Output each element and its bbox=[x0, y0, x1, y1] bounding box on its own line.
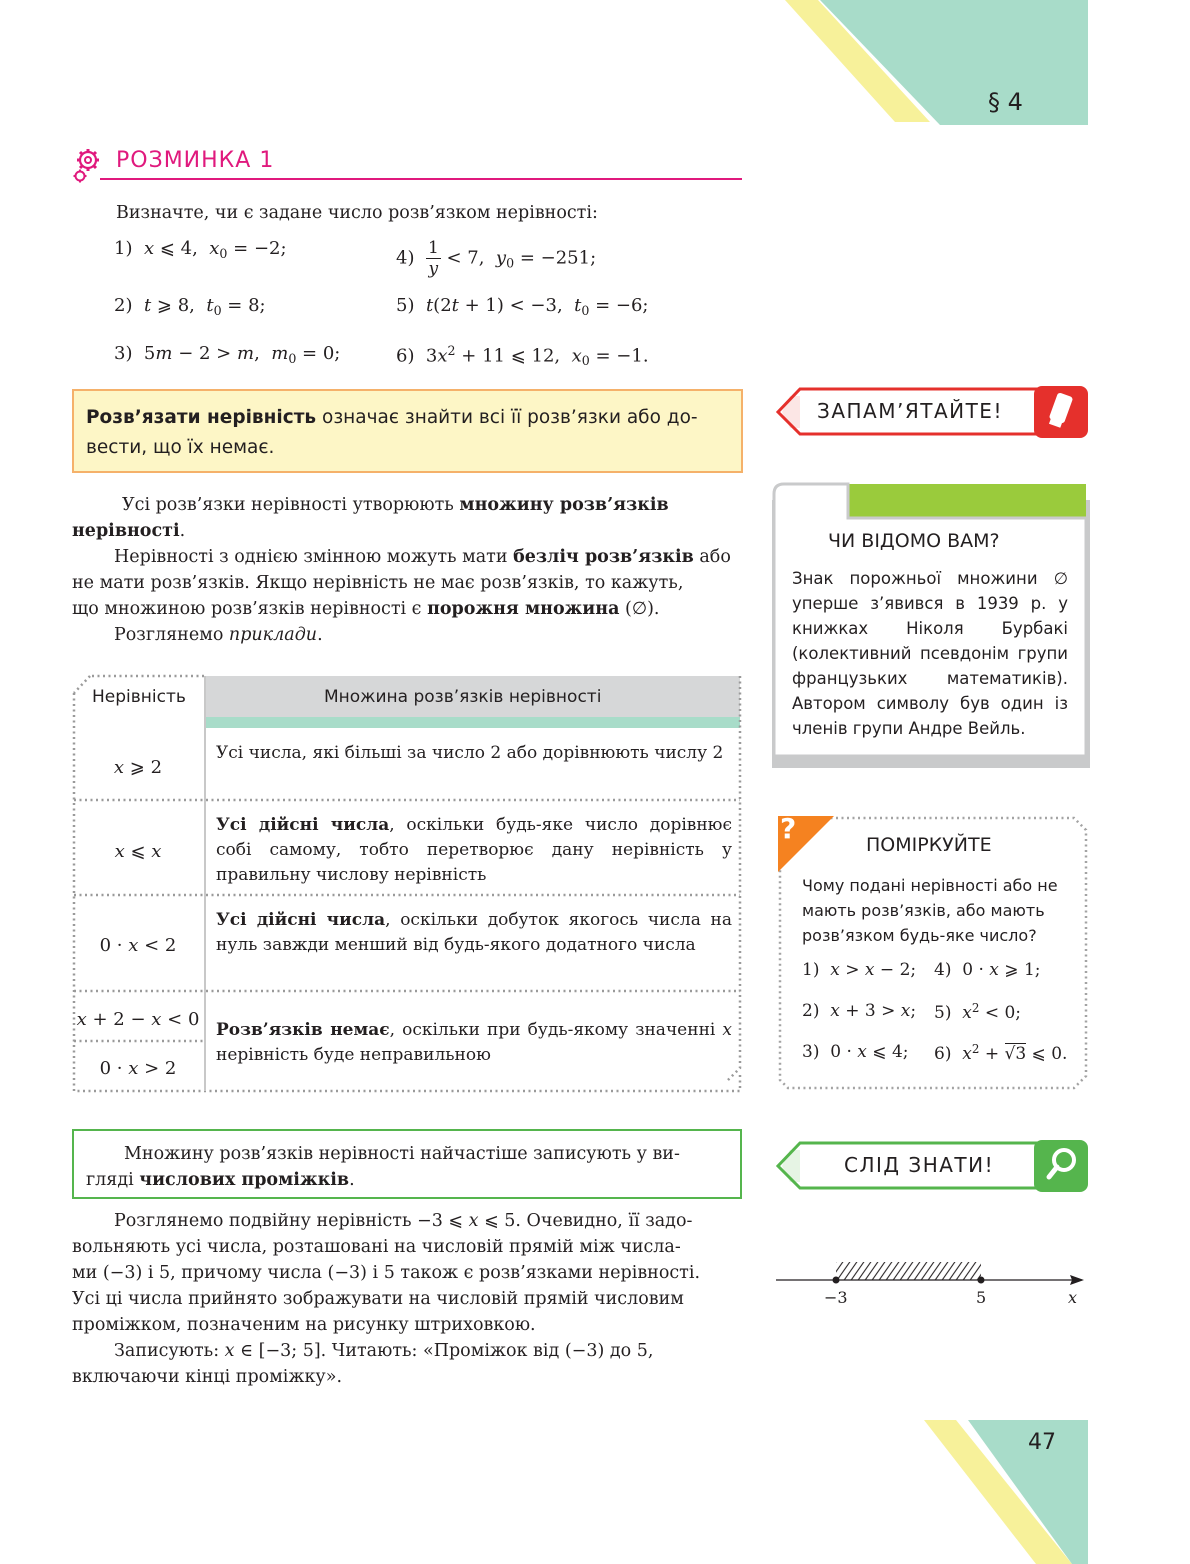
paragraph-solution-set: Усі розв’язки нерівності утворюють множину розв’язків нерівності. Нерівності з однією змінною можуть мати безліч розв’язків або не мати розв’язків. Якщо нерівність не має розв’язків, то кажуть, що множиною розв’язків нерівності є порожня множина (∅). Розглянемо приклади. bbox=[72, 495, 731, 645]
think-item-6: 6) $x^2 + √3$ ⩽ 0. bbox=[934, 1042, 1068, 1064]
table-row-4-inequality-a: x + 2 − x < 0 bbox=[76, 1009, 200, 1030]
warmup-intro: Визначте, чи є задане число розв’язком нерівності: bbox=[116, 203, 598, 223]
definition-term: Розв’язати нерівність bbox=[86, 407, 317, 428]
should-know-label: СЛІД ЗНАТИ! bbox=[844, 1153, 995, 1177]
table-row-2-description: Усі дійсні числа, оскільки будь-яке число дорівнює собі самому, тобто перетворює дану нерівність у правильну числову нерівність bbox=[216, 815, 732, 885]
definition-box bbox=[72, 389, 743, 473]
corner-decoration-bottom bbox=[920, 1418, 1090, 1564]
table-row-3-description: Усі дійсні числа, оскільки добуток якогось числа на нуль завжди менший від будь-якого додатного числа bbox=[216, 910, 733, 955]
warmup-item-3: 3) 5m − 2 > m, $m_0 = 0$; bbox=[114, 343, 341, 366]
table-header-solution-set: Множина розв’язків нерівності bbox=[324, 687, 602, 707]
table-row-1-description: Усі числа, які більші за число 2 або дорівнюють числу 2 bbox=[216, 743, 724, 763]
magnifier-icon bbox=[1044, 1144, 1080, 1184]
remember-label: ЗАПАМ’ЯТАЙТЕ! bbox=[817, 399, 1003, 423]
paragraph-double-inequality: Розглянемо подвійну нерівність −3 ⩽ x ⩽ 5. Очевидно, її задо- вольняють усі числа, розташовані на числовій прямій між числа- ми (−3) і 5, причому числа (−3) і 5 також є розв’язками нерівності. Усі ці числа прийнято зображувати на числовій прямій числовим проміжком, позначеним на рисунку штриховкою. Записують: x ∈ [−3; 5]. Читають: «Проміжок від (−3) до 5, включаючи кінці проміжку». bbox=[72, 1211, 701, 1387]
table-header-inequality: Нерівність bbox=[92, 687, 186, 707]
think-title: ПОМІРКУЙТЕ bbox=[866, 834, 992, 856]
warmup-item-4: 4) $\frac{1}{y}$ < 7, $y_0 = -251$; bbox=[396, 238, 597, 279]
corner-decoration-top bbox=[780, 0, 1090, 128]
warmup-item-2: 2) t ⩾ 8, $t_0 = 8$; bbox=[114, 295, 266, 318]
table-row-4-inequality-b: 0 · x > 2 bbox=[99, 1058, 177, 1079]
number-line-label-a: −3 bbox=[824, 1288, 848, 1307]
table-row-1-inequality: x ⩾ 2 bbox=[113, 757, 163, 778]
warmup-title: РОЗМИНКА 1 bbox=[116, 148, 275, 173]
point-5 bbox=[978, 1277, 985, 1284]
warmup-item-6: 6) $3x^2 + 11$ ⩽ 12, $x_0 = -1$. bbox=[396, 343, 649, 369]
number-line bbox=[774, 1256, 1090, 1312]
think-item-1: 1) x > x − 2; bbox=[802, 960, 917, 980]
section-number: § 4 bbox=[988, 88, 1023, 116]
warmup-item-5: 5) t(2t + 1) < −3, $t_0 = -6$; bbox=[396, 295, 649, 318]
think-text: Чому подані нерівності або не мають розв’язків, або мають розв’язком будь-яке число? bbox=[802, 876, 1058, 945]
definition-text: означає знайти всі її розв’язки або до- bbox=[316, 407, 698, 428]
warmup-item-1: 1) x ⩽ 4, $x_0 = -2$; bbox=[114, 238, 287, 261]
number-line-label-var: x bbox=[1068, 1288, 1078, 1307]
think-item-3: 3) 0 · x ⩽ 4; bbox=[802, 1042, 909, 1062]
table-row-4-description: Розв’язків немає, оскільки при будь-якому значенні x нерівність буде неправильною bbox=[216, 1020, 732, 1065]
think-item-5: 5) $x^2 < 0$; bbox=[934, 1001, 1022, 1023]
page-number: 47 bbox=[1028, 1430, 1056, 1455]
think-item-4: 4) 0 · x ⩾ 1; bbox=[934, 960, 1041, 980]
question-mark-icon: ? bbox=[780, 812, 797, 845]
definition-text-2: вести, що їх немає. bbox=[86, 437, 275, 458]
warmup-underline bbox=[100, 178, 742, 180]
number-line-label-b: 5 bbox=[976, 1288, 987, 1307]
table-row-2-inequality: x ⩽ x bbox=[114, 841, 162, 862]
did-you-know-text: Знак порожньої множини ∅ уперше з’явився в 1939 р. у книжках Ніколя Бурбакі (колективний псевдонім групи французьких математиків). Автором символу був один із членів групи Андре Вейль. bbox=[792, 569, 1068, 738]
inequality-table bbox=[72, 673, 742, 1095]
table-row-3-inequality: 0 · x < 2 bbox=[99, 935, 177, 956]
did-you-know-title: ЧИ ВІДОМО ВАМ? bbox=[828, 530, 1000, 552]
usb-drive-icon bbox=[1044, 390, 1078, 432]
gears-icon bbox=[72, 148, 102, 184]
point-minus-3 bbox=[833, 1277, 840, 1284]
note-box: Множину розв’язків нерівності найчастіше записують у ви- гляді числових проміжків. bbox=[72, 1129, 742, 1199]
think-item-2: 2) x + 3 > x; bbox=[802, 1001, 917, 1021]
